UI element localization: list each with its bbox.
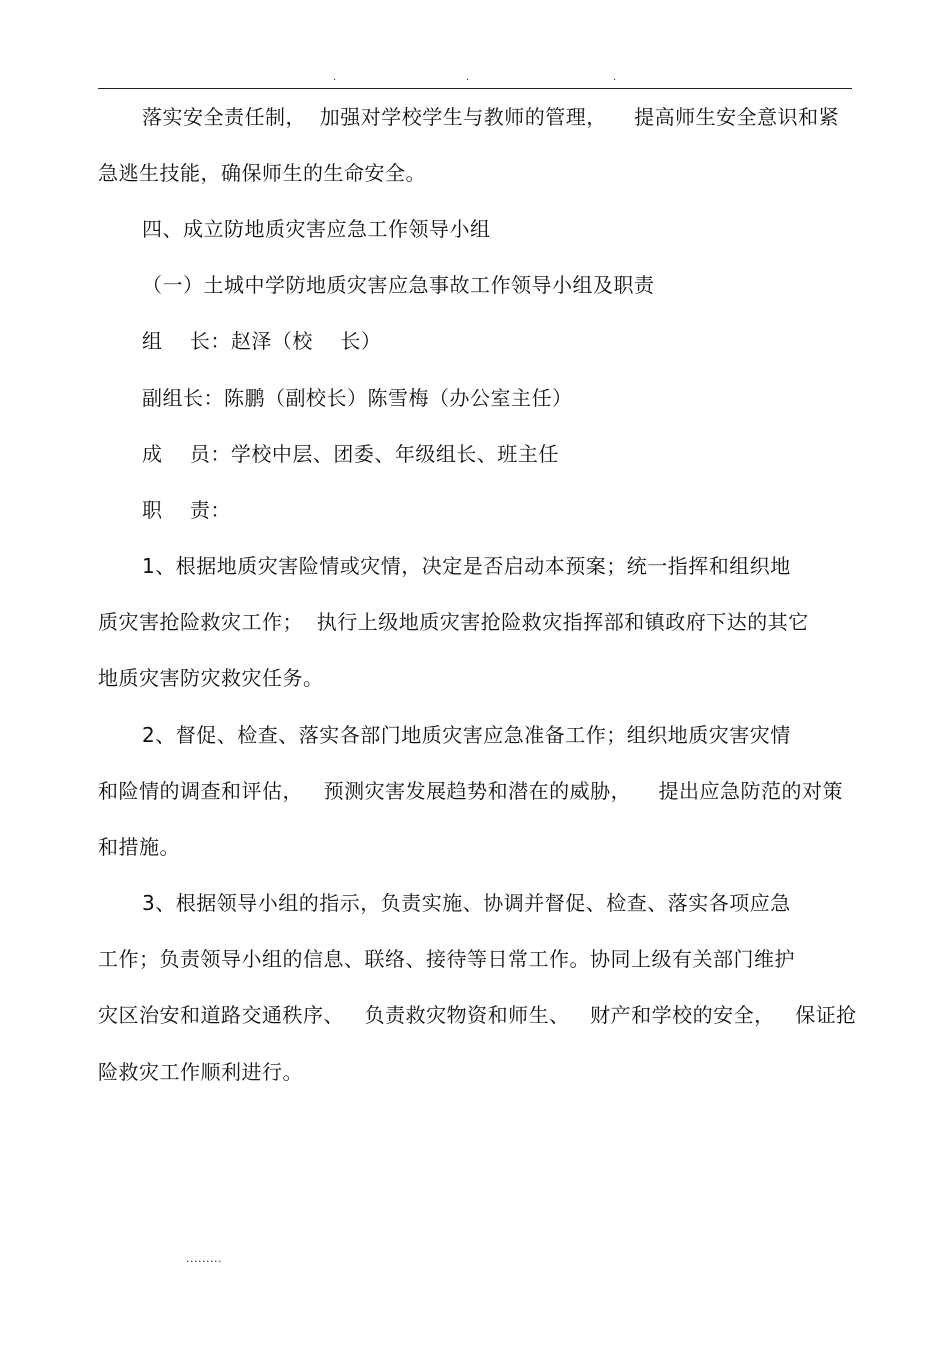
body-line: 和措施。 xyxy=(98,835,180,859)
body-line: 工作；负责领导小组的信息、联络、接待等日常工作。协同上级有关部门维护 xyxy=(98,947,795,971)
body-line: 险救灾工作顺利进行。 xyxy=(98,1060,303,1084)
body-line: 和险情的调查和评估， 预测灾害发展趋势和潜在的威胁， 提出应急防范的对策 xyxy=(98,779,844,803)
body-line: 落实安全责任制， 加强对学校学生与教师的管理， 提高师生安全意识和紧 xyxy=(142,105,840,129)
body-line: 组 长：赵泽（校 长） xyxy=(142,329,382,353)
body-line: 成 员：学校中层、团委、年级组长、班主任 xyxy=(142,442,559,466)
subsection-heading: （一）土城中学防地质灾害应急事故工作领导小组及职责 xyxy=(142,273,655,297)
body-line: 2、督促、检查、落实各部门地质灾害应急准备工作；组织地质灾害灾情 xyxy=(142,723,791,747)
section-heading: 四、成立防地质灾害应急工作领导小组 xyxy=(142,217,491,241)
header-dot-1: . xyxy=(333,72,337,83)
header-rule xyxy=(98,88,852,89)
header-dot-3: . xyxy=(613,72,617,83)
body-line: 灾区治安和道路交通秩序、 负责救灾物资和师生、 财产和学校的安全， 保证抢 xyxy=(98,1003,857,1027)
body-line: 1、根据地质灾害险情或灾情，决定是否启动本预案；统一指挥和组织地 xyxy=(142,554,791,578)
body-line: 急逃生技能，确保师生的生命安全。 xyxy=(98,161,426,185)
body-line: 地质灾害防灾救灾任务。 xyxy=(98,666,324,690)
body-line: 职 责： xyxy=(142,498,231,522)
body-line: 3、根据领导小组的指示，负责实施、协调并督促、检查、落实各项应急 xyxy=(142,891,791,915)
body-line: 质灾害抢险救灾工作； 执行上级地质灾害抢险救灾指挥部和镇政府下达的其它 xyxy=(98,610,809,634)
header-dot-2: . xyxy=(466,72,470,83)
footer-dots: ......... xyxy=(186,1252,222,1265)
body-line: 副组长：陈鹏（副校长）陈雪梅（办公室主任） xyxy=(142,386,573,410)
